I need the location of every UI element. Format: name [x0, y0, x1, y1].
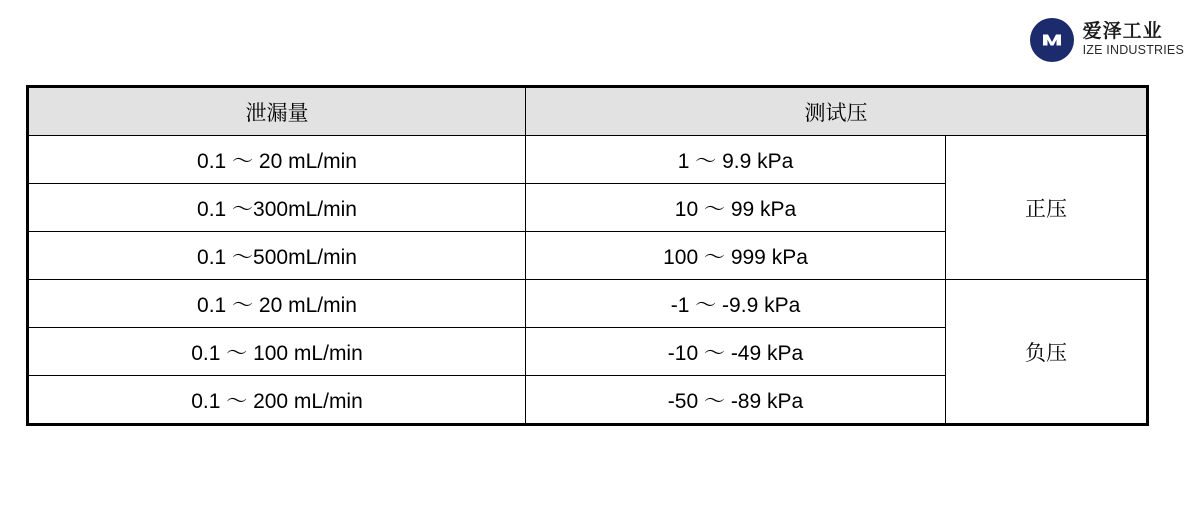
cell-leak: 0.1 ～500mL/min: [28, 232, 526, 280]
table-header-row: [28, 87, 1148, 136]
spec-table: [26, 85, 1149, 426]
cell-mode-positive: 正压: [946, 136, 1148, 280]
cell-leak: 0.1 ～ 20 mL/min: [28, 136, 526, 184]
cell-pressure: -50 ～ -89 kPa: [526, 376, 946, 425]
cell-leak: 0.1 ～ 100 mL/min: [28, 328, 526, 376]
cell-pressure: 10 ～ 99 kPa: [526, 184, 946, 232]
cell-leak: 0.1 ～ 200 mL/min: [28, 376, 526, 425]
cell-leak: 0.1 ～300mL/min: [28, 184, 526, 232]
cell-pressure: 1 ～ 9.9 kPa: [526, 136, 946, 184]
cell-pressure: -1 ～ -9.9 kPa: [526, 280, 946, 328]
brand-name-en: IZE INDUSTRIES: [1082, 43, 1184, 58]
brand-name-cn: 爱泽工业: [1082, 21, 1163, 43]
column-header-leak: 泄漏量: [28, 87, 526, 136]
cell-pressure: -10 ～ -49 kPa: [526, 328, 946, 376]
ize-circle-logo-icon: [1030, 18, 1074, 62]
brand-logo-text: [1083, 22, 1184, 57]
column-header-pressure: 测试压: [526, 87, 1148, 136]
cell-mode-negative: 负压: [946, 280, 1148, 425]
cell-pressure: 100 ～ 999 kPa: [526, 232, 946, 280]
table-row: [28, 136, 1148, 184]
table-row: [28, 280, 1148, 328]
brand-logo: [1030, 18, 1184, 62]
spec-table-container: [26, 85, 1146, 426]
cell-leak: 0.1 ～ 20 mL/min: [28, 280, 526, 328]
